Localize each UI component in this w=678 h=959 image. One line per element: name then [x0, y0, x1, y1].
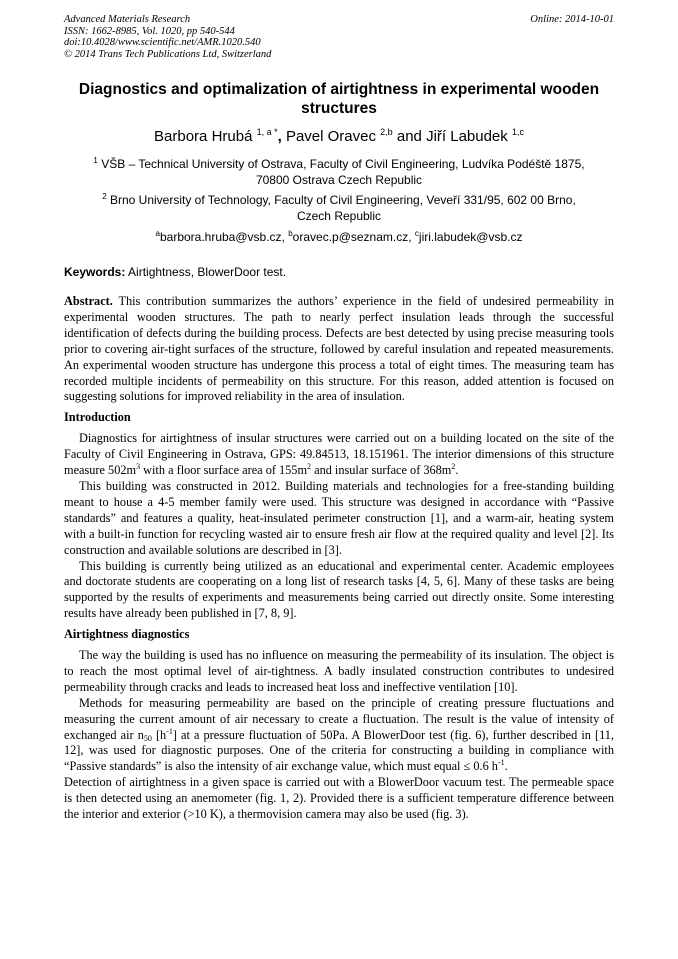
abstract: [64, 294, 614, 405]
affiliation-text: Czech Republic: [296, 209, 382, 223]
email-sup: c: [414, 229, 419, 238]
affiliation-2: [64, 192, 614, 224]
author-sup: 1, a *: [256, 127, 278, 137]
author-separator: ,: [277, 128, 286, 145]
affiliation-text: Brno University of Technology, Faculty of Civil Engineering, Veveří 331/95, 602 00 Brno,: [109, 193, 576, 207]
email-sup: a: [155, 229, 160, 238]
paragraph: This building was constructed in 2012. Building materials and technologies for a free-standing building meant to house a 4-5 member family were used. This structure was designed in accordance with “Passive standards” and features a quality, heat-insulated perimeter construction [1], and a warm-air, heating system with a built-in function for recycling wasted air to ensure fresh air flow at the required quality and level [2]. Its construction and available solutions are described in [3].: [64, 478, 614, 557]
copyright-line: © 2014 Trans Tech Publications Ltd, Switzerland: [64, 48, 272, 60]
journal-header: [64, 14, 614, 60]
abstract-text: This contribution summarizes the authors’ experience in the field of undesired permeability in experimental wooden structures. The path to nearly perfect insulation leads through the successful identification of defects during the building process. Defects are best detected by using precise measuring tools prior to covering air-tight surfaces of the structure, followed by careful insulation and repeated measurements. An experimental wooden structure has undergone this process a total of eight times. The measuring team has recorded multiple incidents of permeability on this structure. For this reason, added attention is focused on suggesting solutions for improved reliability in the area of insulation.: [64, 294, 614, 404]
email-link[interactable]: oravec.p@seznam.cz,: [292, 230, 415, 244]
affiliation-text: VŠB – Technical University of Ostrava, Faculty of Civil Engineering, Ludvíka Podéště 1875,: [101, 157, 585, 171]
doi-line: doi:10.4028/www.scientific.net/AMR.1020.540: [64, 37, 261, 48]
author-list: [64, 128, 614, 146]
email-sup: b: [288, 229, 293, 238]
keywords: [64, 265, 614, 279]
author-separator: and: [392, 128, 427, 145]
paper-body: [64, 294, 614, 823]
paragraph: Detection of airtightness in a given space is carried out with a BlowerDoor vacuum test. The permeable space is then detected using an anemometer (fig. 1, 2). Provided there is a sufficient temperature difference between the interior and exterior (>10 K), a thermovision camera may also be used (fig. 3).: [64, 775, 614, 822]
email-link[interactable]: barbora.hruba@vsb.cz,: [159, 230, 289, 244]
author-sup: 1,c: [511, 127, 524, 137]
author-name: Barbora Hrubá: [154, 128, 253, 145]
paragraph: Methods for measuring permeability are based on the principle of creating pressure fluctuations and measuring the current amount of air necessary to create a fluctuation. The result is the value of intensity of exchanged air $n_{50}$ $[h^{-1}]$ at a pressure fluctuation of 50Pa. A BlowerDoor test (fig. 6), further described in [11, 12], was used for diagnostic purposes. One of the criteria for constructing a building in compliance with “Passive standards” is also the intensity of air exchange value, which must equal ≤ 0.6 $h^{-1}$.: [64, 695, 614, 774]
online-date: Online: 2014-10-01: [530, 14, 614, 25]
paragraph: Diagnostics for airtightness of insular structures were carried out on a building located on the site of the Faculty of Civil Engineering in Ostrava, GPS: 49.84513, 18.151961. The interior dimensions of this structure measure $502m^3$ with a floor surface area of $155m^2$ and insular surface of $368m^2$.: [64, 431, 614, 478]
affiliation-1: [64, 156, 614, 188]
email-link[interactable]: jiri.labudek@vsb.cz: [418, 230, 523, 244]
section-heading-airtightness: Airtightness diagnostics: [64, 627, 190, 642]
affiliation-sup: 2: [102, 192, 107, 201]
paragraph: The way the building is used has no influence on measuring the permeability of its insulation. The object is to reach the most optimal level of air-tightness. A badly insulated construction contributes to undesired permeability through cracks and leads to increased heat loss and ineffective ventilation [10].: [64, 648, 614, 694]
author-sup: 2,b: [380, 127, 393, 137]
paragraph: This building is currently being utilized as an educational and experimental center. Academic employees and doctorate students are cooperating on a long list of research tasks [4, 5, 6]. Many of these tasks are being supported by the results of experiments and measurements being carried out directly onsite. Some interesting results have already been published in [7, 8, 9].: [64, 558, 614, 621]
affiliation-sup: 1: [93, 156, 98, 165]
abstract-label: Abstract.: [64, 294, 113, 308]
keywords-label: Keywords:: [64, 265, 126, 279]
affiliation-text: 70800 Ostrava Czech Republic: [255, 173, 423, 187]
paper-title: Diagnostics and optimalization of airtightness in experimental wooden structures: [78, 81, 600, 117]
keywords-text: Airtightness, BlowerDoor test.: [125, 265, 287, 279]
email-list: [64, 229, 614, 245]
journal-name: Advanced Materials Research: [64, 14, 191, 25]
issn-line: ISSN: 1662-8985, Vol. 1020, pp 540-544: [64, 25, 235, 37]
section-heading-introduction: Introduction: [64, 410, 131, 425]
author-name: Jiří Labudek: [426, 128, 508, 145]
author-name: Pavel Oravec: [285, 128, 376, 145]
